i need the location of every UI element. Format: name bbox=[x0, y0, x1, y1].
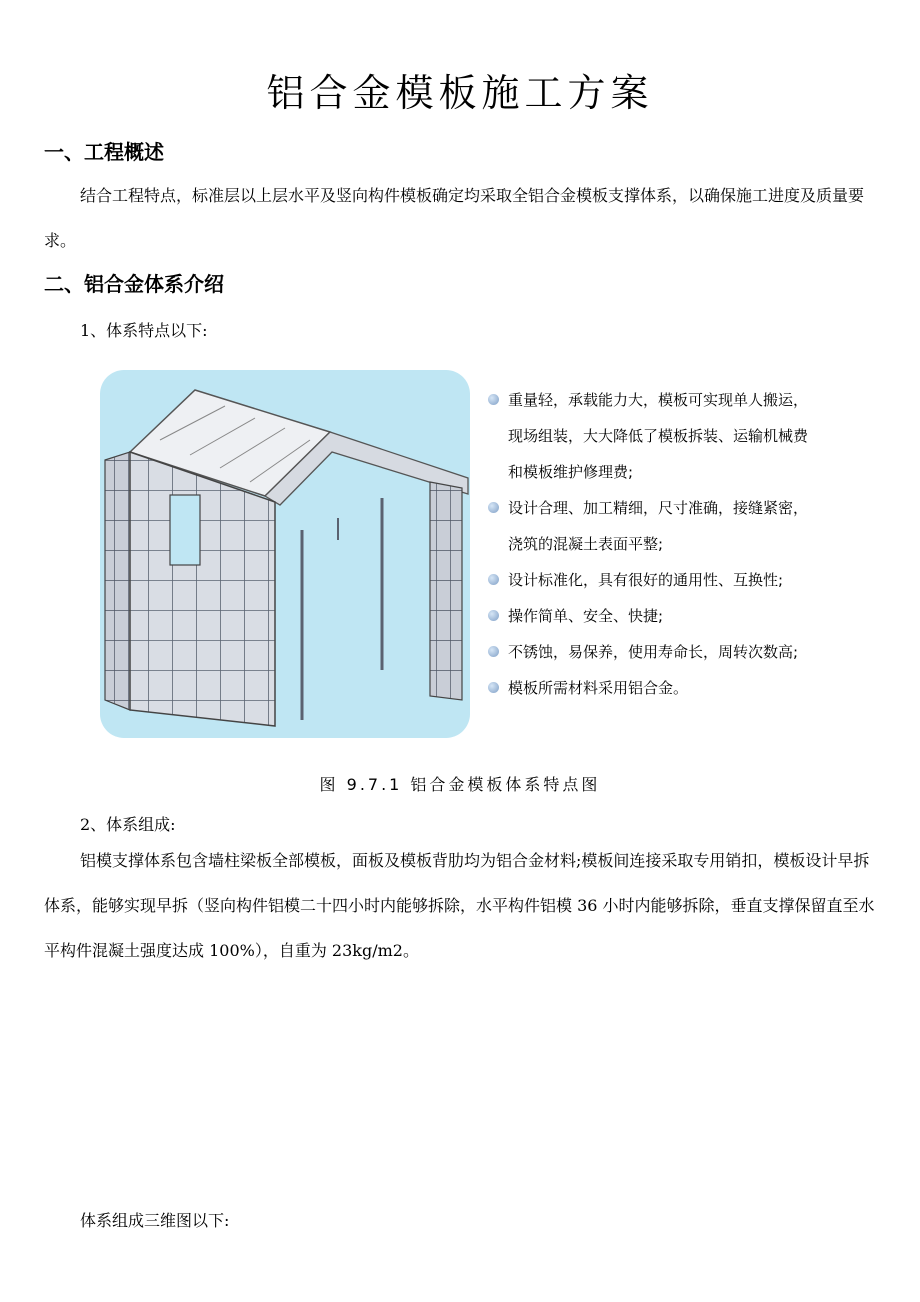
composition-paragraph: 铝模支撑体系包含墙柱梁板全部模板，面板及模板背肋均为铝合金材料;模板间连接采取专用销扣，模板设计早拆体系，能够实现早拆（竖向构件铝模二十四小时内能够拆除，水平构件铝模 36 小时内能够拆除，垂直支撑保留直至水平构件混凝土强度达成 100%），自重为 23kg/m2。 bbox=[44, 851, 875, 960]
feature-text: 设计标准化，具有很好的通用性、互换性; bbox=[508, 571, 784, 589]
figure-caption: 图 9.7.1 铝合金模板体系特点图 bbox=[319, 775, 601, 794]
document-title: 铝合金模板施工方案 bbox=[266, 71, 654, 115]
bullet-icon bbox=[488, 682, 499, 693]
system-features-subheading: 1、体系特点以下: bbox=[80, 321, 208, 340]
feature-item bbox=[488, 490, 818, 562]
feature-text: 不锈蚀，易保养，使用寿命长，周转次数高; bbox=[508, 643, 799, 661]
feature-list bbox=[488, 382, 818, 706]
section-heading-overview: 一、工程概述 bbox=[44, 140, 164, 164]
feature-text: 操作简单、安全、快捷; bbox=[508, 607, 664, 625]
bullet-icon bbox=[488, 394, 499, 405]
feature-item bbox=[488, 598, 818, 634]
feature-item bbox=[488, 634, 818, 670]
section-heading-system: 二、铝合金体系介绍 bbox=[44, 272, 224, 296]
bullet-icon bbox=[488, 646, 499, 657]
feature-item bbox=[488, 670, 818, 706]
feature-text: 重量轻，承载能力大，模板可实现单人搬运，现场组装，大大降低了模板拆装、运输机械费和模板维护修理费; bbox=[508, 391, 809, 481]
bullet-icon bbox=[488, 574, 499, 585]
system-composition-subheading: 2、体系组成: bbox=[80, 815, 176, 834]
feature-item bbox=[488, 562, 818, 598]
bullet-icon bbox=[488, 610, 499, 621]
overview-paragraph: 结合工程特点，标准层以上层水平及竖向构件模板确定均采取全铝合金模板支撑体系，以确保施工进度及质量要求。 bbox=[44, 186, 865, 250]
formwork-illustration bbox=[100, 370, 470, 738]
formwork-3d-drawing bbox=[100, 370, 470, 738]
feature-text: 设计合理、加工精细，尺寸准确，接缝紧密，浇筑的混凝土表面平整; bbox=[508, 499, 809, 553]
feature-item bbox=[488, 382, 818, 490]
bullet-icon bbox=[488, 502, 499, 513]
3d-diagram-intro: 体系组成三维图以下: bbox=[80, 1211, 230, 1230]
feature-text: 模板所需材料采用铝合金。 bbox=[508, 679, 689, 697]
